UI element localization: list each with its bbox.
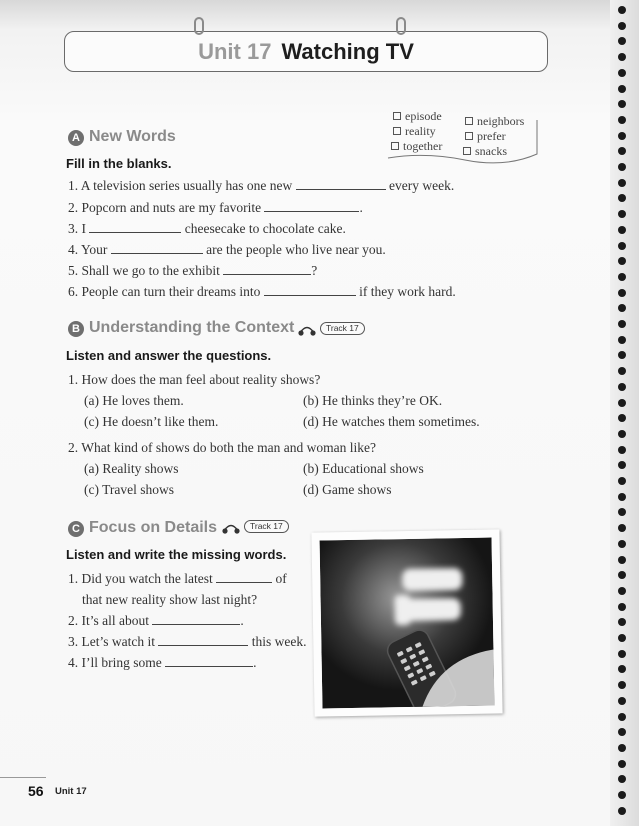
exercise-item: 4. Your are the people who live near you. — [68, 242, 386, 257]
answer-option[interactable]: (b) Educational shows — [303, 461, 424, 476]
answer-option[interactable]: (a) He loves them. — [84, 393, 184, 408]
binding-hole — [618, 383, 626, 391]
unit-name: Watching TV — [281, 39, 414, 64]
binding-hole — [618, 446, 626, 454]
answer-option[interactable]: (d) Game shows — [303, 482, 392, 497]
unit-title-banner — [64, 31, 548, 72]
answer-blank[interactable] — [158, 635, 248, 646]
instruction: Fill in the blanks. — [66, 156, 172, 171]
binding-hole — [618, 320, 626, 328]
binding-hole — [618, 807, 626, 815]
exercise-item: that new reality show last night? — [82, 592, 258, 607]
word-option: snacks — [463, 144, 507, 159]
checkbox-icon — [465, 132, 473, 140]
answer-blank[interactable] — [296, 179, 386, 190]
binding-hole — [618, 791, 626, 799]
answer-option[interactable]: (c) Travel shows — [84, 482, 174, 497]
section-title: Understanding the Context — [89, 319, 295, 336]
answer-option[interactable]: (d) He watches them sometimes. — [303, 414, 480, 429]
binding-hole — [618, 22, 626, 30]
binding-hole — [618, 493, 626, 501]
answer-option[interactable]: (c) He doesn’t like them. — [84, 414, 219, 429]
word-option: prefer — [465, 129, 506, 144]
exercise-item: 1. Did you watch the latest of — [68, 571, 287, 586]
exercise-item: 4. I’ll bring some . — [68, 655, 257, 670]
binding-hole — [618, 697, 626, 705]
tv-remote-image — [320, 538, 495, 709]
headphones-icon — [222, 522, 240, 534]
word-option: together — [391, 139, 442, 154]
binder-ring-icon — [194, 17, 204, 35]
binder-ring-icon — [396, 17, 406, 35]
instruction: Listen and answer the questions. — [66, 348, 272, 363]
checkbox-icon — [463, 147, 471, 155]
exercise-item: 2. Popcorn and nuts are my favorite . — [68, 200, 363, 215]
binding-hole — [618, 226, 626, 234]
exercise-item: 1. A television series usually has one new every week. — [68, 178, 455, 193]
question: 2. What kind of shows do both the man and woman like? — [68, 440, 376, 455]
binding-hole — [618, 634, 626, 642]
answer-blank[interactable] — [264, 285, 356, 296]
section-badge: A — [68, 130, 84, 146]
page-number: 56 — [28, 783, 44, 799]
headphones-icon — [298, 324, 316, 336]
exercise-item: 3. Let’s watch it this week. — [68, 634, 307, 649]
section-title: Focus on Details — [89, 519, 218, 536]
unit-title — [65, 39, 547, 65]
instruction: Listen and write the missing words. — [66, 547, 287, 562]
binding-hole — [618, 760, 626, 768]
exercise-item: 2. It’s all about . — [68, 613, 244, 628]
binding-hole — [618, 540, 626, 548]
answer-blank[interactable] — [152, 614, 240, 625]
audio-track-label[interactable]: Track 17 — [244, 520, 289, 533]
binding-hole — [618, 69, 626, 77]
binding-hole — [618, 132, 626, 140]
binding-hole — [618, 163, 626, 171]
binding-hole — [618, 744, 626, 752]
binding-hole — [618, 289, 626, 297]
word-option: episode — [393, 109, 442, 124]
checkbox-icon — [393, 127, 401, 135]
word-box — [385, 108, 540, 168]
binding-hole — [618, 179, 626, 187]
answer-blank[interactable] — [216, 572, 272, 583]
binding-hole — [618, 399, 626, 407]
binding-hole — [618, 273, 626, 281]
section-title: New Words — [89, 128, 176, 145]
unit-number: Unit 17 — [198, 39, 272, 64]
binding-hole — [618, 713, 626, 721]
binding-hole — [618, 6, 626, 14]
word-option: neighbors — [465, 114, 524, 129]
answer-blank[interactable] — [223, 264, 311, 275]
footer-rule — [0, 777, 46, 778]
binding-hole — [618, 603, 626, 611]
exercise-item: 3. I cheesecake to chocolate cake. — [68, 221, 346, 236]
answer-option[interactable]: (a) Reality shows — [84, 461, 179, 476]
exercise-item: 6. People can turn their dreams into if they work hard. — [68, 284, 456, 299]
word-option: reality — [393, 124, 436, 139]
checkbox-icon — [465, 117, 473, 125]
answer-blank[interactable] — [165, 656, 253, 667]
tv-remote-photo — [311, 529, 502, 716]
exercise-item: 5. Shall we go to the exhibit ? — [68, 263, 318, 278]
section-badge: B — [68, 321, 84, 337]
binding-hole — [618, 85, 626, 93]
binding-hole — [618, 430, 626, 438]
checkbox-icon — [393, 112, 401, 120]
audio-track-label[interactable]: Track 17 — [320, 322, 365, 335]
answer-blank[interactable] — [264, 201, 359, 212]
question: 1. How does the man feel about reality shows? — [68, 372, 321, 387]
binding-hole — [618, 556, 626, 564]
section-badge: C — [68, 521, 84, 537]
answer-option[interactable]: (b) He thinks they’re OK. — [303, 393, 443, 408]
binding-hole — [618, 587, 626, 595]
binding-hole — [618, 650, 626, 658]
binding-hole — [618, 477, 626, 485]
binding-hole — [618, 336, 626, 344]
answer-blank[interactable] — [89, 222, 181, 233]
binding-hole — [618, 242, 626, 250]
checkbox-icon — [391, 142, 399, 150]
answer-blank[interactable] — [111, 243, 203, 254]
footer-unit-label: Unit 17 — [55, 786, 87, 797]
binding-hole — [618, 116, 626, 124]
